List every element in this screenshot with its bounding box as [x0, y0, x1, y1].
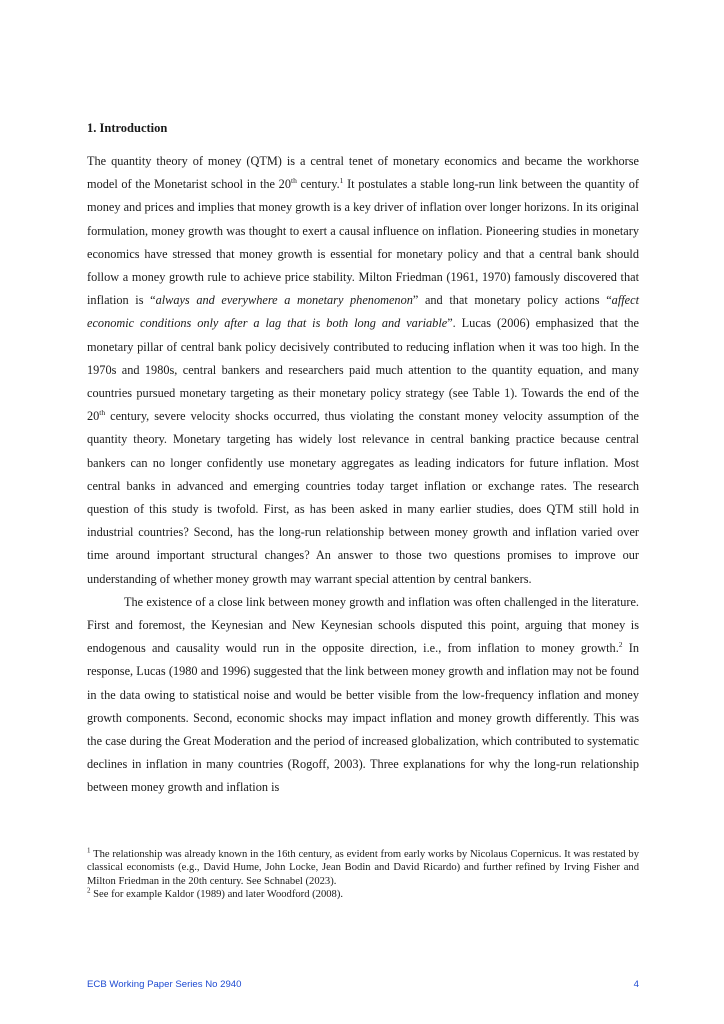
footnotes	[87, 848, 639, 902]
text-segment: The existence of a close link between money growth and inflation was often challenged in the literature. First and foremost, the Keynesian and New Keynesian schools disputed this point, arguing that money is endogenous and causality would run in the opposite direction, i.e., from inflation to money growth.	[87, 594, 639, 656]
footnote-mark: 1	[87, 846, 91, 855]
quote-italic: always and everywhere a monetary phenomenon	[155, 293, 413, 308]
text-segment: century.	[296, 177, 340, 192]
footnote-ref-2[interactable]: 2	[618, 640, 623, 650]
body-text	[87, 150, 639, 800]
page-number: 4	[633, 979, 639, 990]
superscript-ordinal: th	[290, 176, 297, 186]
text-segment: ”. Lucas (2006) emphasized that the monetary pillar of central bank policy decisively contributed to reducing inflation when it was too high. In the 1970s and 1980s, central bankers and researchers paid much attention to the quantity equation, and many countries pursued monetary targeting as their monetary policy strategy (see Table 1). Towards the end of the 20	[87, 316, 640, 424]
text-segment: The quantity theory of money (QTM) is a central tenet of monetary economics and became the workhorse model of the Monetarist school in the 20	[87, 154, 639, 192]
page-footer	[87, 979, 639, 993]
footnote-1	[87, 848, 639, 888]
footnote-2	[87, 888, 639, 901]
footnote-text: The relationship was already known in the 16th century, as evident from early works by Nicolaus Copernicus. It was restated by classical economists (e.g., David Hume, John Locke, Jean Bodin and David Ricardo) and further refined by Irving Fisher and Milton Friedman in the 20th century. See Schnabel (2023).	[87, 849, 639, 887]
text-segment: It postulates a stable long-run link between the quantity of money and prices and implies that money growth is a key driver of inflation over longer horizons. In its original formulation, money growth was thought to exert a causal influence on inflation. Pioneering studies in monetary economics have stressed that money growth is essential for monetary policy and that a central bank should follow a money growth rule to achieve price stability. Milton Friedman (1961, 1970) famously discovered that inflation is “	[87, 177, 639, 308]
paragraph-2	[87, 591, 639, 800]
quote-italic: affect economic conditions only after a lag that is both long and variable	[87, 293, 639, 331]
text-segment: century, severe velocity shocks occurred, thus violating the constant money velocity assumption of the quantity theory. Monetary targeting has widely lost relevance in central banking practice because central bankers can no longer confidently use monetary aggregates as leading indicators for future inflation. Most central banks in advanced and emerging countries today target inflation or exchange rates. The research question of this study is twofold. First, as has been asked in many earlier studies, does QTM still hold in industrial countries? Second, has the long-run relationship between money growth and inflation varied over time around important structural changes? An answer to those two questions promises to improve our understanding of whether money growth may warrant special attention by central bankers.	[87, 409, 639, 586]
superscript-ordinal: th	[99, 408, 106, 418]
text-segment: In response, Lucas (1980 and 1996) suggested that the link between money growth and inflation may not be found in the data owing to statistical noise and would be better visible from the low-frequency inflation and money growth components. Second, economic shocks may impact inflation and money growth differently. This was the case during the Great Moderation and the period of increased globalization, which contributed to systematic declines in inflation in many countries (Rogoff, 2003). Three explanations for why the long-run relationship between money growth and inflation is	[87, 641, 639, 795]
section-heading: 1. Introduction	[87, 121, 168, 135]
text-segment: ” and that monetary policy actions “	[412, 293, 612, 308]
series-title: ECB Working Paper Series No 2940	[87, 979, 242, 990]
footnote-text: See for example Kaldor (1989) and later Woodford (2008).	[90, 889, 344, 901]
paragraph-1	[87, 150, 639, 591]
footnote-mark: 2	[87, 886, 91, 895]
footnote-ref-1[interactable]: 1	[339, 176, 344, 186]
